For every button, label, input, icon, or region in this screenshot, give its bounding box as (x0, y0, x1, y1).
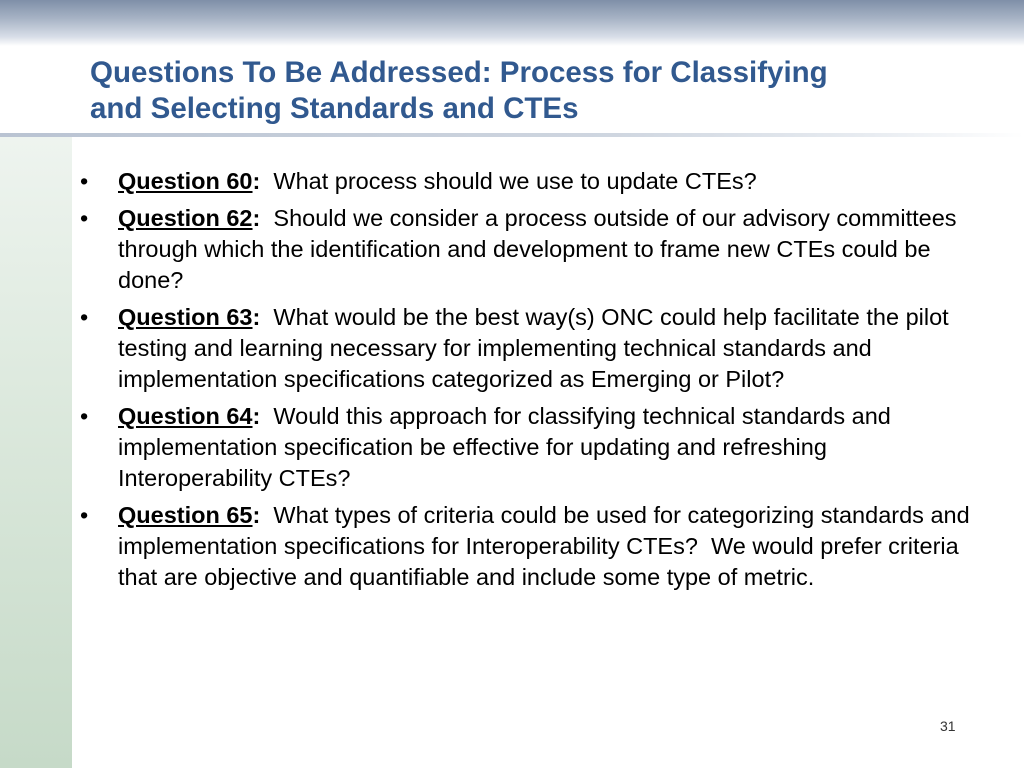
question-text: Would this approach for classifying technical standards and implementation specification be effective for updating and refreshing Interoperability CTEs? (118, 403, 898, 491)
question-list (80, 166, 985, 599)
question-colon: : (252, 502, 261, 528)
header-band (0, 0, 1024, 46)
question-text: What process should we use to update CTEs? (260, 168, 757, 194)
question-item-62 (80, 203, 985, 296)
question-colon: : (252, 168, 261, 194)
question-label: Question 64 (118, 403, 253, 429)
question-item-60 (80, 166, 985, 197)
question-label: Question 60 (118, 168, 253, 194)
slide-title-line-2: and Selecting Standards and CTEs (90, 92, 579, 125)
bullet-icon: • (80, 403, 89, 429)
left-decorative-strip (0, 137, 72, 768)
page-number: 31 (940, 718, 956, 734)
bullet-icon: • (80, 205, 89, 231)
question-item-64 (80, 401, 985, 494)
bullet-icon: • (80, 168, 89, 194)
slide-title (90, 55, 990, 127)
question-label: Question 62 (118, 205, 253, 231)
question-colon: : (252, 403, 261, 429)
question-label: Question 63 (118, 304, 253, 330)
question-text: What would be the best way(s) ONC could help facilitate the pilot testing and learning necessary for implementing technical standards and implementation specifications categorized as Emerging or Pilot? (118, 304, 956, 392)
question-label: Question 65 (118, 502, 253, 528)
question-colon: : (252, 205, 261, 231)
bullet-icon: • (80, 304, 89, 330)
question-item-63 (80, 302, 985, 395)
bullet-icon: • (80, 502, 89, 528)
slide-title-line-1: Questions To Be Addressed: Process for Classifying (90, 56, 828, 89)
question-colon: : (252, 304, 261, 330)
question-text: Should we consider a process outside of our advisory committees through which the identification and development to frame new CTEs could be done? (118, 205, 964, 293)
question-text: What types of criteria could be used for categorizing standards and implementation specifications for Interoperability CTEs? We would prefer criteria that are objective and quantifiable and include some type of metric. (118, 502, 977, 590)
title-divider (0, 133, 1024, 137)
question-item-65 (80, 500, 985, 593)
